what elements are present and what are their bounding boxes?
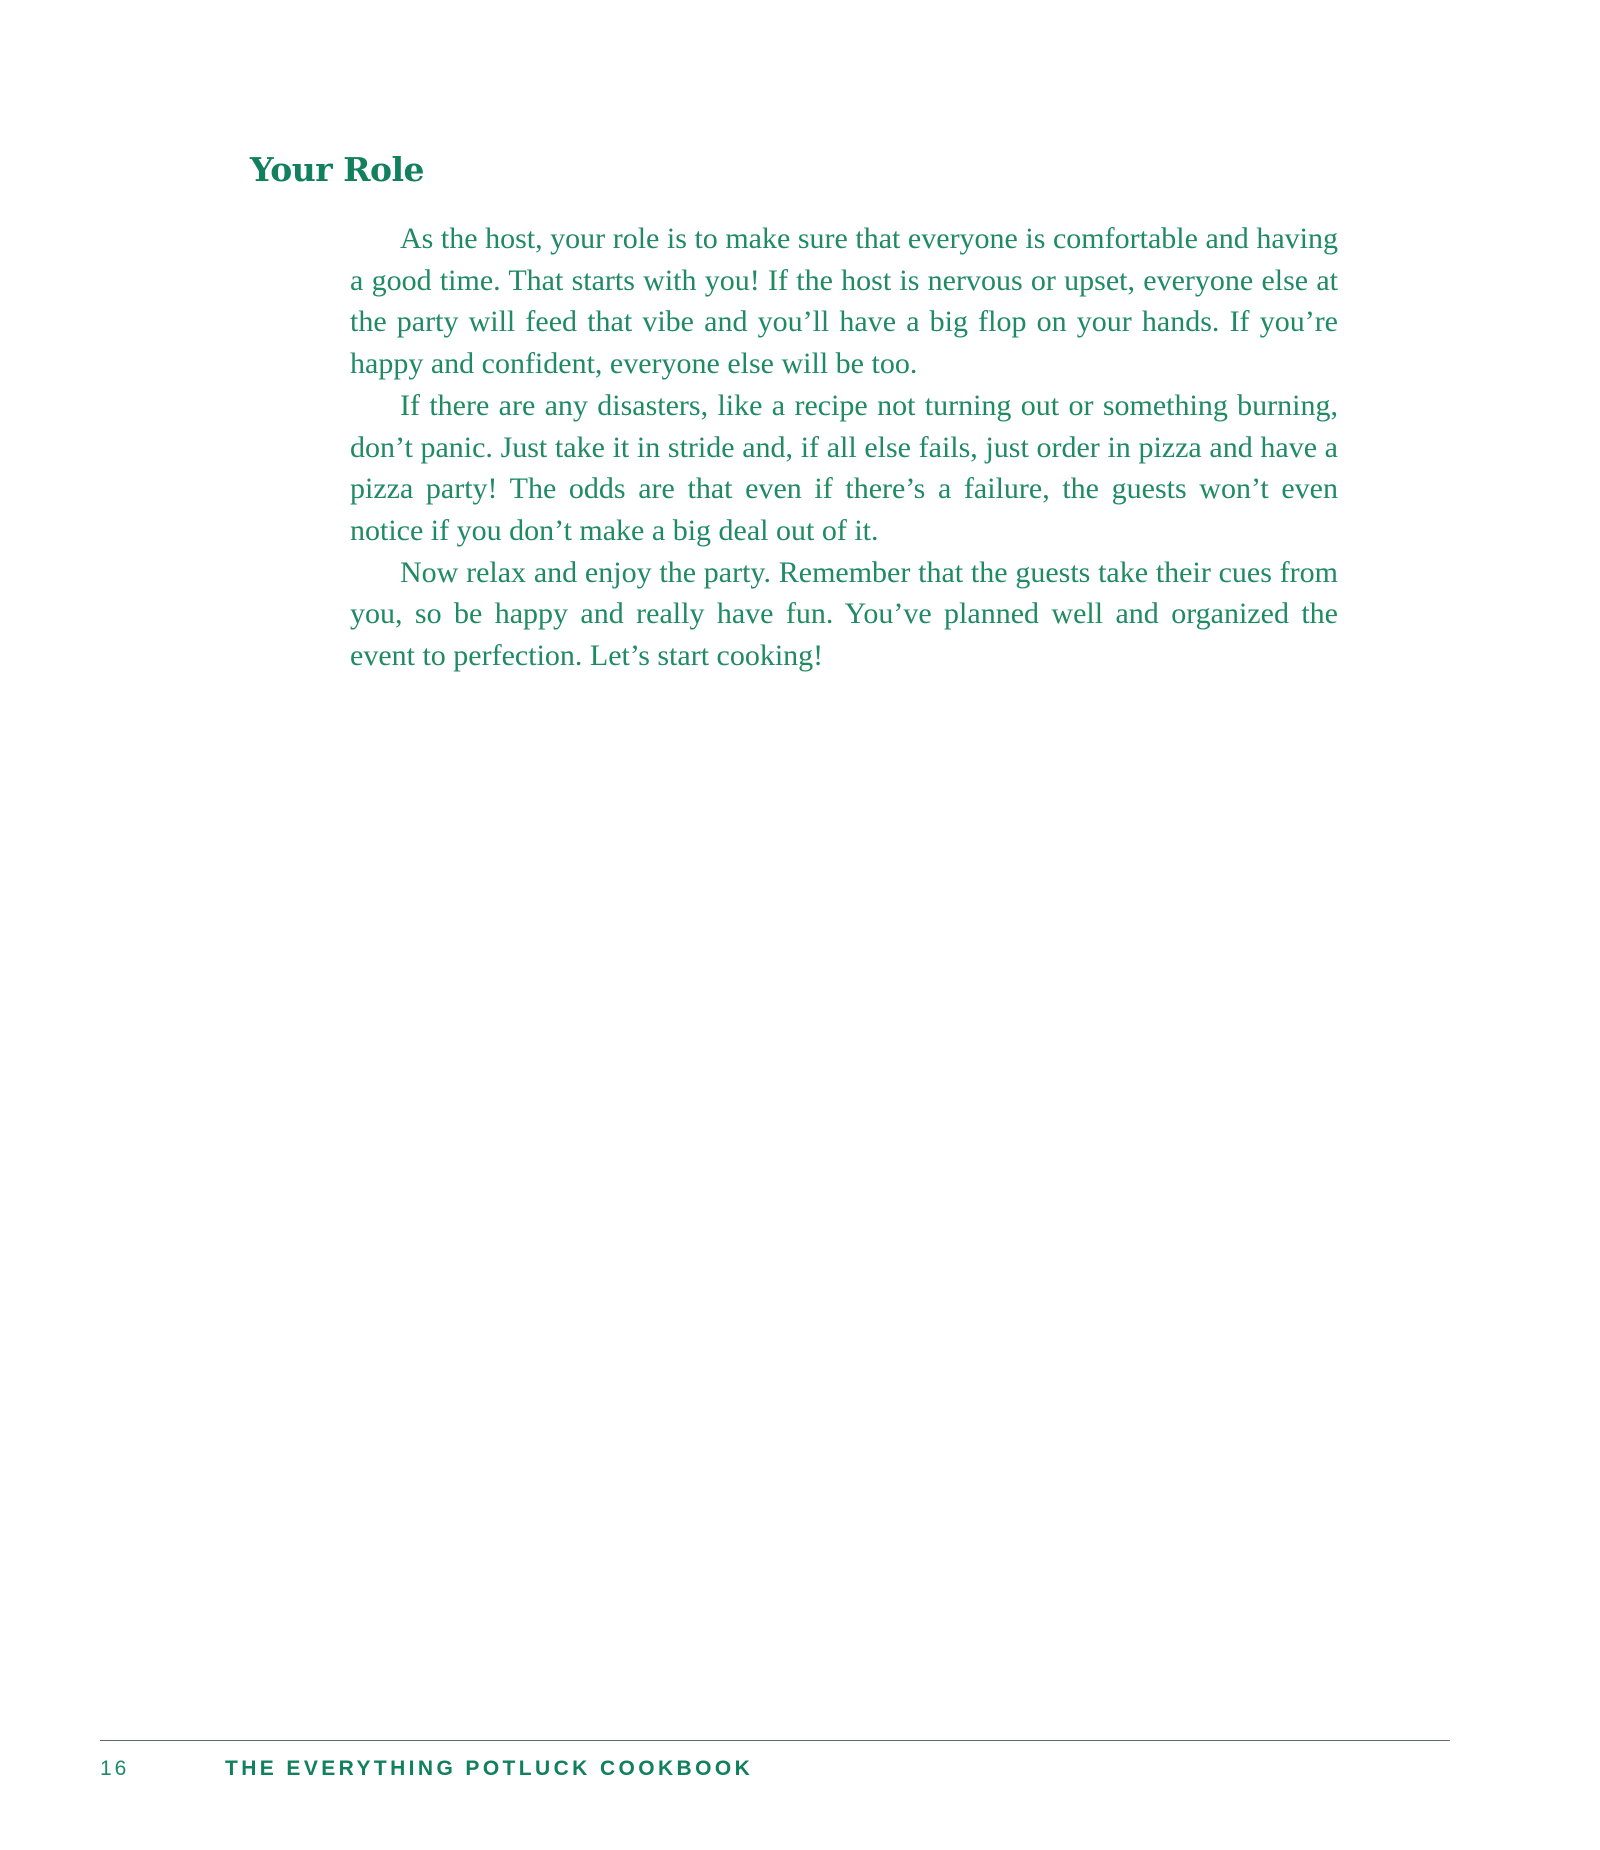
body-text (350, 218, 1338, 677)
section-heading: Your Role (250, 150, 425, 189)
paragraph-disasters: If there are any disasters, like a recipe not turning out or something burning, don’t panic. Just take it in stride and, if all else fails, just order in pizza and have a pizza party! The odds are that even if there’s a failure, the guests won’t even notice if you don’t make a big deal out of it. (350, 388, 1338, 547)
page-number: 16 (100, 1757, 130, 1780)
footer-rule (100, 1740, 1450, 1741)
paragraph-relax: Now relax and enjoy the party. Remember that the guests take their cues from you, so be happy and really have fun. You’ve planned well and organized the event to perfection. Let’s start cooking! (350, 555, 1338, 673)
paragraph-host-role: As the host, your role is to make sure that everyone is comfortable and having a good time. That starts with you! If the host is nervous or upset, everyone else at the party will feed that vibe and you’ll have a big flop on your hands. If you’re happy and confident, everyone else will be too. (350, 222, 1338, 381)
running-footer-title: THE EVERYTHING POTLUCK COOKBOOK (225, 1757, 754, 1780)
